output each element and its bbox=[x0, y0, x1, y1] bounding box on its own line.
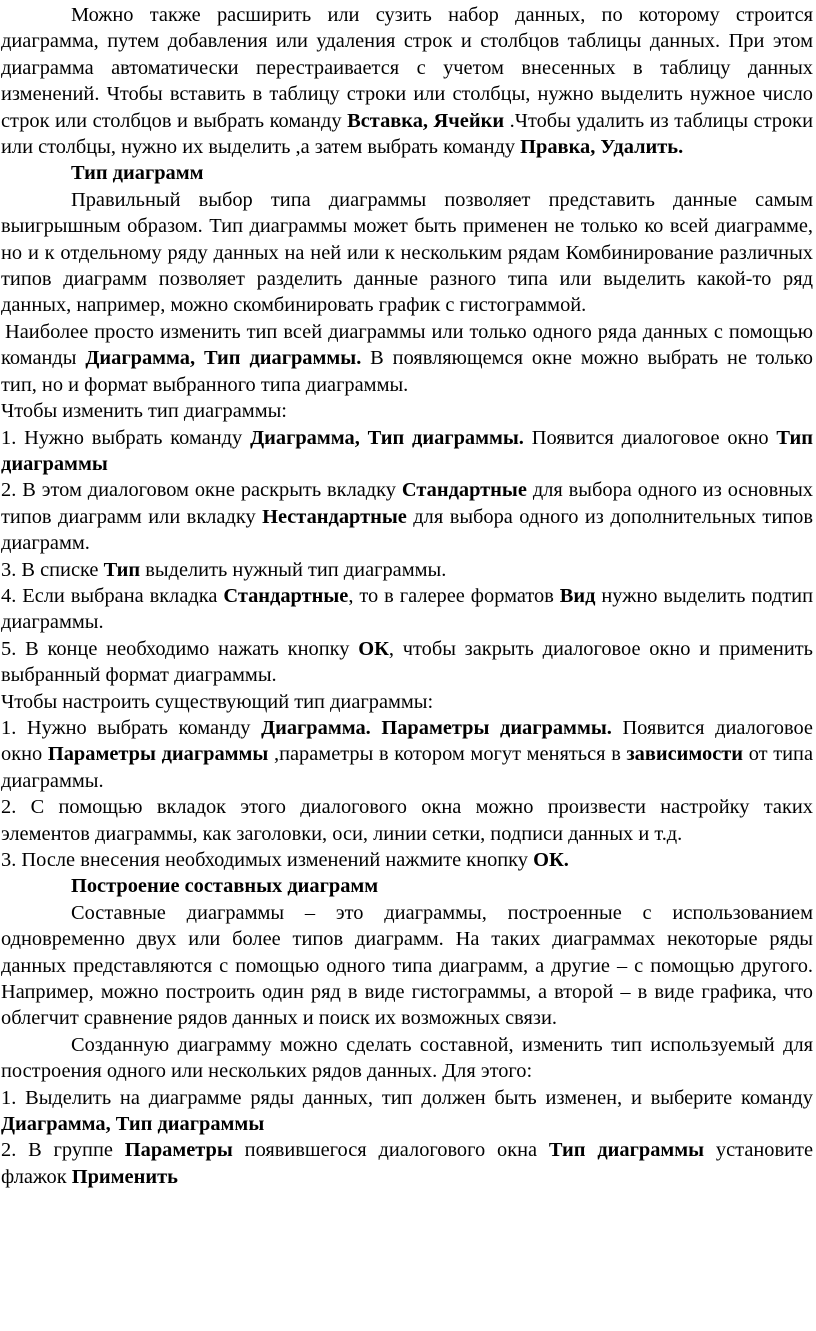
change-step-4: 4. Если выбрана вкладка Стандартные, то в галерее форматов Вид нужно выделить подтип диаграммы. bbox=[1, 584, 813, 634]
paragraph-chart-type-choice: Правильный выбор типа диаграммы позволяет представить данные самым выигрышным образом. Тип диаграммы может быть применен не только ко всей диаграмме, но и к отдельному ряду данных на ней или к нескольким рядам Комбинирование различных типов диаграмм позволяет разделить данные разного типа или выделить какой-то ряд данных, например, можно скомбинировать график с гистограммой. bbox=[1, 188, 813, 317]
change-type-intro: Чтобы изменить тип диаграммы: bbox=[1, 400, 287, 423]
heading-chart-types: Тип диаграмм bbox=[71, 162, 204, 185]
change-step-1: 1. Нужно выбрать команду Диаграмма, Тип диаграммы. Появится диалоговое окно Тип диаграммы bbox=[1, 426, 814, 475]
paragraph-combo-create: Созданную диаграмму можно сделать составной, изменить тип используемый для построения одного или нескольких рядов данных. Для этого: bbox=[1, 1033, 813, 1083]
paragraph-dataset-edit: Можно также расширить или сузить набор данных, по которому строится диаграмма, путем добавления или удаления строк и столбцов таблицы данных. При этом диаграмма автоматически перестраивается с учетом внесенных в таблицу данных изменений. Чтобы вставить в таблицу строки или столбцы, нужно выделить нужное число строк или столбцов и выбрать команду Вставка, Ячейки .Чтобы удалить из таблицы строки или столбцы, нужно их выделить ,а затем выбрать команду Правка, Удалить. bbox=[1, 4, 813, 159]
config-type-intro: Чтобы настроить существующий тип диаграммы: bbox=[1, 690, 434, 713]
command-edit-delete: Правка, Удалить. bbox=[520, 136, 684, 159]
change-step-3: 3. В списке Тип выделить нужный тип диаграммы. bbox=[1, 558, 447, 581]
command-chart-type: Диаграмма, Тип диаграммы. bbox=[85, 347, 362, 370]
config-step-3: 3. После внесения необходимых изменений нажмите кнопку ОК. bbox=[1, 849, 569, 871]
combo-step-1: 1. Выделить на диаграмме ряды данных, тип должен быть изменен, и выберите команду Диаграмма, Тип диаграммы bbox=[1, 1086, 813, 1136]
heading-combo-charts: Построение составных диаграмм bbox=[71, 875, 379, 898]
config-step-2: 2. С помощью вкладок этого диалогового окна можно произвести настройку таких элементов диаграммы, как заголовки, оси, линии сетки, подписи данных и т.д. bbox=[1, 796, 813, 845]
change-step-5: 5. В конце необходимо нажать кнопку ОК, чтобы закрыть диалоговое окно и применить выбранный формат диаграммы. bbox=[1, 637, 813, 687]
combo-step-2: 2. В группе Параметры появившегося диалогового окна Тип диаграммы установите флажок Применить bbox=[1, 1139, 813, 1188]
config-step-1: 1. Нужно выбрать команду Диаграмма. Параметры диаграммы. Появится диалоговое окно Параметры диаграммы ,параметры в котором могут меняться в зависимости от типа диаграммы. bbox=[1, 716, 813, 792]
change-step-2: 2. В этом диалоговом окне раскрыть вкладку Стандартные для выбора одного из основных типов диаграмм или вкладку Нестандартные для выбора одного из дополнительных типов диаграмм. bbox=[1, 479, 813, 555]
paragraph-combo-definition: Составные диаграммы – это диаграммы, построенные с использованием одновременно двух или более типов диаграмм. На таких диаграммах некоторые ряды данных представляются с помощью одного типа диаграмм, а другие – с помощью другого. Например, можно построить один ряд в виде гистограммы, а второй – в виде графика, что облегчит сравнение рядов данных и поиск их возможных связи. bbox=[1, 901, 813, 1030]
command-insert-cells: Вставка, Ячейки bbox=[347, 109, 505, 132]
paragraph-change-type: Наиболее просто изменить тип всей диаграммы или только одного ряда данных с помощью команды Диаграмма, Тип диаграммы. В появляющемся окне можно выбрать не только тип, но и формат выбранного типа диаграммы. bbox=[1, 320, 813, 396]
